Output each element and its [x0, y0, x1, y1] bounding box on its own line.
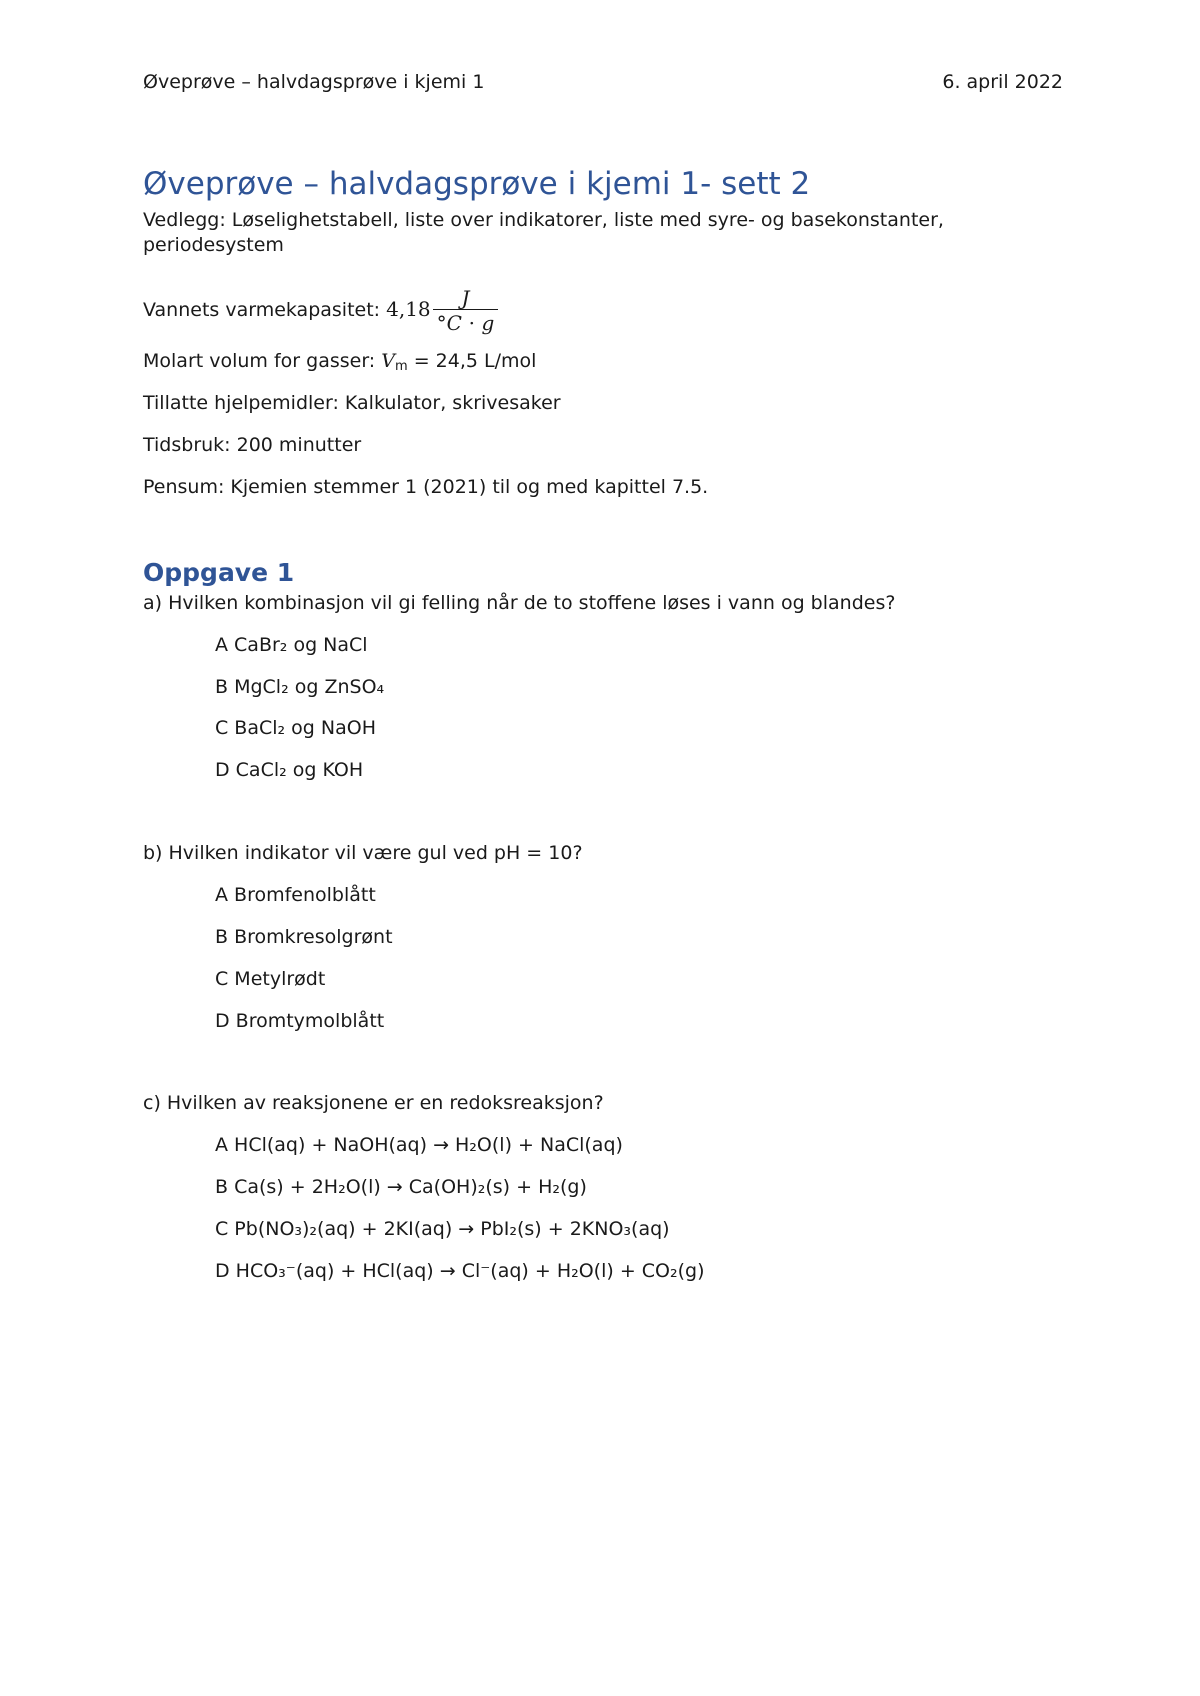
unit-numerator: J — [461, 286, 470, 310]
question-a-option: D CaCl₂ og KOH — [215, 759, 364, 781]
molar-volume-subscript: m — [395, 359, 408, 374]
question-a-option: B MgCl₂ og ZnSO₄ — [215, 676, 385, 698]
question-a-option: C BaCl₂ og NaOH — [215, 717, 377, 739]
heat-capacity-line — [143, 287, 498, 334]
question-b-option: A Bromfenolblått — [215, 884, 376, 906]
question-b-option: D Bromtymolblått — [215, 1010, 385, 1032]
molar-volume-label: Molart volum for gasser: — [143, 350, 382, 372]
allowed-aids: Tillatte hjelpemidler: Kalkulator, skrivesaker — [143, 392, 561, 414]
question-b-option: B Bromkresolgrønt — [215, 926, 393, 948]
molar-volume-line — [143, 349, 536, 374]
question-a-option: A CaBr₂ og NaCl — [215, 634, 368, 656]
time-usage: Tidsbruk: 200 minutter — [143, 434, 362, 456]
page-title: Øveprøve – halvdagsprøve i kjemi 1- sett 2 — [143, 166, 811, 202]
heat-capacity-value: 4,18 — [386, 297, 431, 321]
unit-denominator: °C ⋅ g — [433, 309, 499, 334]
heat-capacity-label: Vannets varmekapasitet: — [143, 299, 387, 321]
question-b-option: C Metylrødt — [215, 968, 326, 990]
heat-capacity-unit — [433, 287, 499, 334]
syllabus: Pensum: Kjemien stemmer 1 (2021) til og med kapittel 7.5. — [143, 476, 709, 498]
section-heading: Oppgave 1 — [143, 558, 295, 587]
question-c-option: B Ca(s) + 2H₂O(l) → Ca(OH)₂(s) + H₂(g) — [215, 1176, 587, 1198]
question-a: a) Hvilken kombinasjon vil gi felling når de to stoffene løses i vann og blandes? — [143, 592, 896, 614]
header-date: 6. april 2022 — [942, 71, 1063, 93]
question-c: c) Hvilken av reaksjonene er en redoksreaksjon? — [143, 1092, 604, 1114]
question-c-option: A HCl(aq) + NaOH(aq) → H₂O(l) + NaCl(aq) — [215, 1134, 623, 1156]
header-left: Øveprøve – halvdagsprøve i kjemi 1 — [143, 71, 485, 93]
question-c-option: D HCO₃⁻(aq) + HCl(aq) → Cl⁻(aq) + H₂O(l) + CO₂(g) — [215, 1260, 705, 1282]
question-b: b) Hvilken indikator vil være gul ved pH = 10? — [143, 842, 583, 864]
attachments-text: Vedlegg: Løselighetstabell, liste over indikatorer, liste med syre- og basekonstanter, periodesystem — [143, 209, 944, 256]
molar-volume-symbol: V — [381, 350, 395, 372]
question-c-option: C Pb(NO₃)₂(aq) + 2KI(aq) → PbI₂(s) + 2KNO₃(aq) — [215, 1218, 670, 1240]
molar-volume-value: = 24,5 L/mol — [407, 350, 537, 372]
